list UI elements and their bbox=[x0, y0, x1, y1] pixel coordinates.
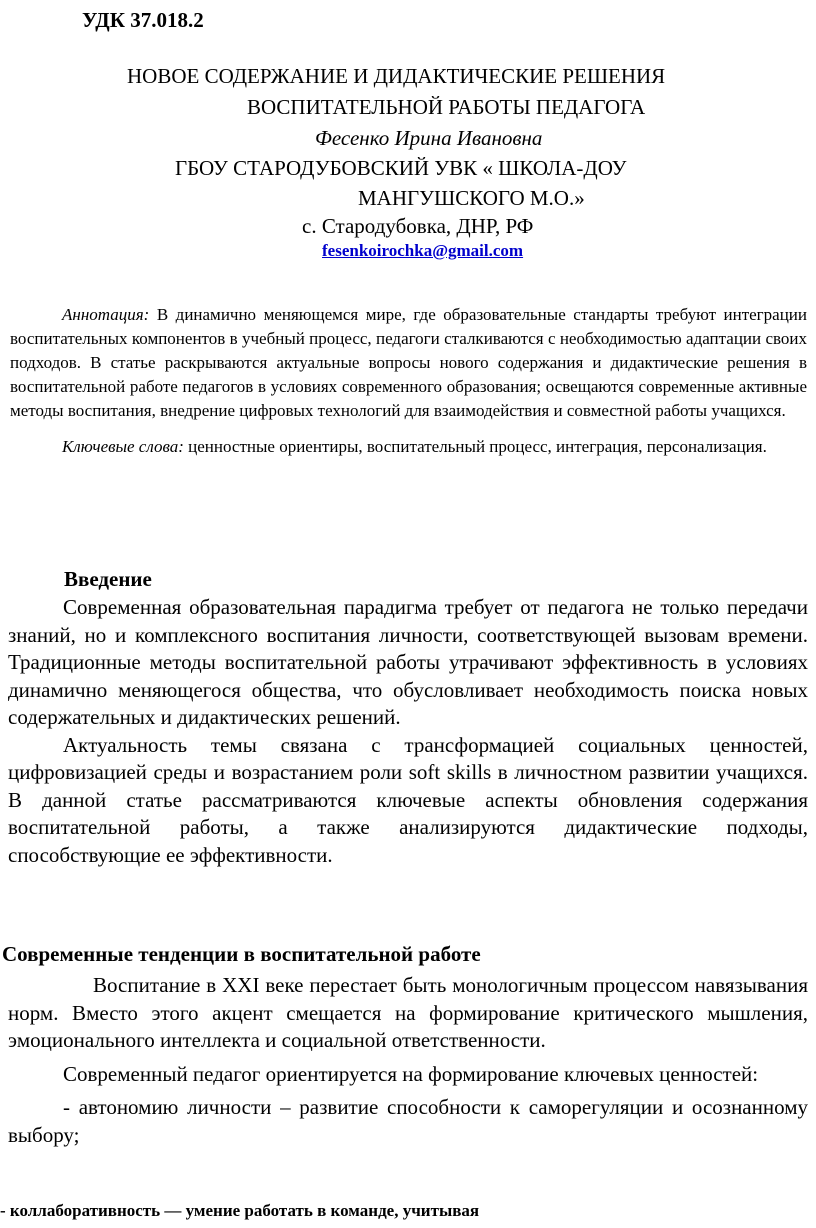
title-line-2: ВОСПИТАТЕЛЬНОЙ РАБОТЫ ПЕДАГОГА bbox=[247, 95, 646, 119]
organization-line-1: ГБОУ СТАРОДУБОВСКИЙ УВК « ШКОЛА-ДОУ bbox=[175, 156, 627, 180]
keywords-text: ценностные ориентиры, воспитательный процесс, интеграция, персонализация. bbox=[183, 437, 767, 456]
udk-code: УДК 37.018.2 bbox=[82, 8, 204, 32]
location: с. Стародубовка, ДНР, РФ bbox=[302, 214, 534, 238]
organization-line-2: МАНГУШСКОГО М.О.» bbox=[358, 186, 585, 210]
trends-heading: Современные тенденции в воспитательной работе bbox=[2, 942, 481, 966]
trends-body bbox=[8, 972, 808, 1149]
keywords-label: Ключевые слова: bbox=[62, 437, 184, 456]
title-line-1: НОВОЕ СОДЕРЖАНИЕ И ДИДАКТИЧЕСКИЕ РЕШЕНИЯ bbox=[127, 64, 666, 88]
trends-paragraph-2: Современный педагог ориентируется на формирование ключевых ценностей: bbox=[63, 1061, 759, 1086]
author-name: Фесенко Ирина Ивановна bbox=[315, 126, 543, 150]
email-link[interactable]: fesenkoirochka@gmail.com bbox=[322, 241, 524, 260]
trends-paragraph-1: Воспитание в XXI веке перестает быть монологичным процессом навязывания норм. Вместо этого акцент смещается на формирование критического мышления, эмоционального интеллекта и социальной ответственности. bbox=[8, 973, 808, 1052]
intro-paragraph-1: Современная образовательная парадигма требует от педагога не только передачи знаний, но и комплексного воспитания личности, соответствующей вызовам времени. Традиционные методы воспитательной работы утрачивают эффективность в условиях динамично меняющегося общества, что обусловливает необходимость поиска новых содержательных и дидактических решений. bbox=[8, 595, 808, 729]
trends-paragraph-3: - автономию личности – развитие способности к саморегуляции и осознанному выбору; bbox=[8, 1095, 808, 1147]
intro-body bbox=[8, 594, 808, 869]
annotation-paragraph bbox=[10, 303, 807, 423]
annotation-label: Аннотация: bbox=[62, 305, 150, 324]
trends-list-item-collaboration: - коллаборативность — умение работать в команде, учитывая bbox=[0, 1201, 480, 1220]
intro-heading: Введение bbox=[64, 567, 152, 591]
annotation-text: В динамично меняющемся мире, где образовательные стандарты требуют интеграции воспитательных компонентов в учебный процесс, педагоги сталкиваются с необходимостью адаптации своих подходов. В статье раскрываются актуальные вопросы нового содержания и дидактические решения в воспитательной работе педагогов в условиях современного образования; освещаются современные активные методы воспитания, внедрение цифровых технологий для взаимодействия и совместной работы учащихся. bbox=[10, 305, 807, 420]
intro-paragraph-2: Актуальность темы связана с трансформацией социальных ценностей, цифровизацией среды и возрастанием роли soft skills в личностном развитии учащихся. В данной статье рассматриваются ключевые аспекты обновления содержания воспитательной работы, а также анализируются дидактические подходы, способствующие ее эффективности. bbox=[8, 732, 808, 867]
keywords-paragraph bbox=[10, 435, 807, 459]
annotation-block bbox=[10, 303, 807, 459]
